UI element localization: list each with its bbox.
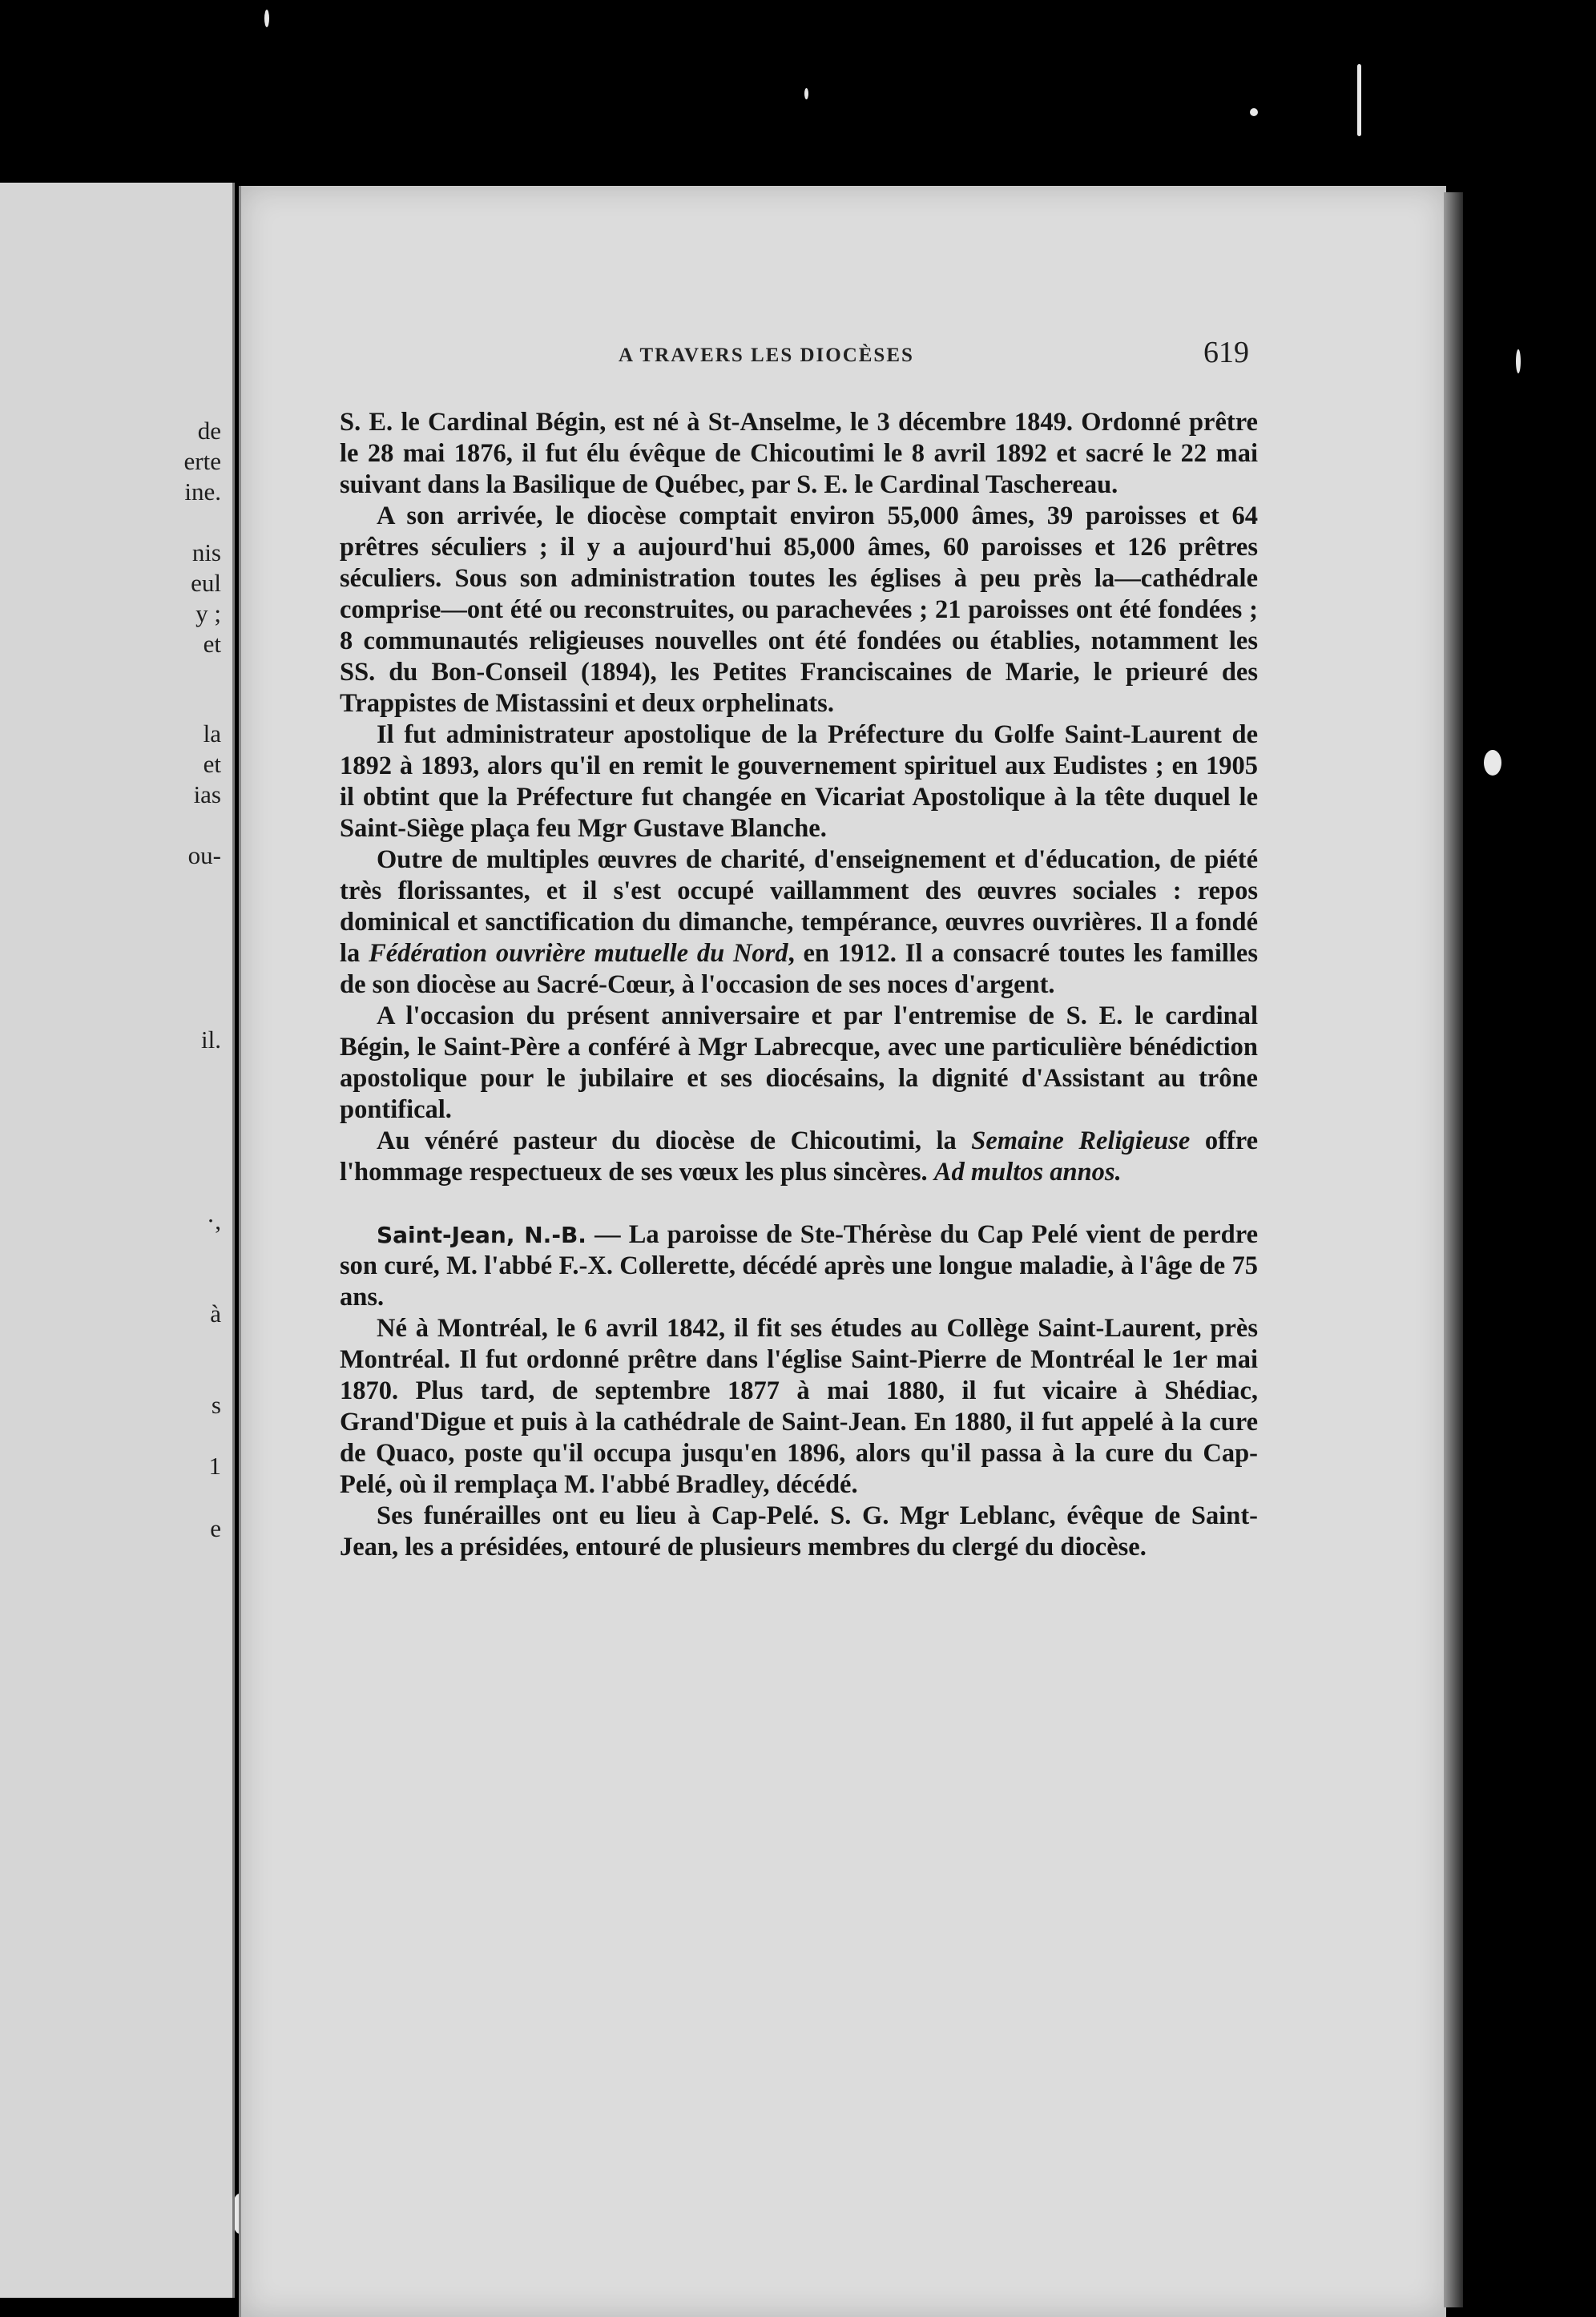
left-fragment: ou- xyxy=(187,841,221,869)
paragraph-text: Au vénéré pasteur du diocèse de Chicoutimi, la xyxy=(377,1126,972,1155)
left-fragment: et xyxy=(203,630,221,658)
page-number: 619 xyxy=(1203,336,1249,369)
left-fragment: eul xyxy=(191,569,221,597)
left-fragment: ·, xyxy=(206,1207,221,1235)
left-fragment: à xyxy=(210,1300,221,1328)
paragraph: Il fut administrateur apostolique de la Préfecture du Golfe Saint-Laurent de 1892 à 1893, alors qu'il en remit le gouvernement spirituel aux Eudistes ; en 1905 il obtint que la Préfecture fut changée en Vicariat Apostolique à la tête duquel le Saint-Siège plaça feu Mgr Gustave Blanche. xyxy=(340,720,1258,843)
scan-speck xyxy=(1516,349,1521,373)
left-fragment: 1 xyxy=(208,1452,221,1480)
paragraph-text: — La paroisse de Ste-Thérèse du Cap Pelé vient de perdre son curé, M. l'abbé F.-X. Collerette, décédé après une longue maladie, à l'âge de 75 ans. xyxy=(340,1220,1258,1312)
left-fragment: de xyxy=(197,417,221,445)
italic-title: Fédération ouvrière mutuelle du Nord xyxy=(369,939,788,968)
paragraph-text: Outre de multiples œuvres de charité, d'enseignement et d'éducation, de piété très florissantes, et il s'est occupé vaillamment des œuvres sociales : repos dominical et sanctification du dimanche, tempérance, œuvres ouvrières. Il a fondé la xyxy=(340,845,1258,968)
paragraph: Ses funérailles ont eu lieu à Cap-Pelé. S. G. Mgr Leblanc, évêque de Saint-Jean, les a présidées, entouré de plusieurs membres du clergé du diocèse. xyxy=(340,1501,1258,1561)
paragraph: A son arrivée, le diocèse comptait environ 55,000 âmes, 39 paroisses et 64 prêtres séculiers ; il y a aujourd'hui 85,000 âmes, 60 paroisses et 126 prêtres séculiers. Sous son administration toutes les églises à peu près la—cathédrale comprise—ont été ou reconstruites, ou parachevées ; 21 paroisses ont été fondées ; 8 communautés religieuses nouvelles ont été fondées ou établies, notamment les SS. du Bon-Conseil (1894), les Petites Franciscaines de Marie, le prieuré des Trappistes de Mistassini et deux orphelinats. xyxy=(340,502,1258,718)
paragraph xyxy=(340,1219,1258,1313)
page-edge-shadow xyxy=(1444,192,1463,2307)
paragraph: S. E. le Cardinal Bégin, est né à St-Anselme, le 3 décembre 1849. Ordonné prêtre le 28 mai 1876, il fut élu évêque de Chicoutimi le 8 avril 1892 et sacré le 22 mai suivant dans la Basilique de Québec, par S. E. le Cardinal Taschereau. xyxy=(340,408,1258,499)
paragraph-text: offre l'hommage respectueux de ses vœux les plus sincères. xyxy=(340,1126,1258,1187)
left-fragment: ias xyxy=(193,780,221,808)
left-fragment: la xyxy=(203,719,221,747)
italic-title: Semaine Religieuse xyxy=(971,1126,1191,1155)
paragraph-text: , en 1912. Il a consacré toutes les familles de son diocèse au Sacré-Cœur, à l'occasion de ses noces d'argent. xyxy=(340,939,1258,999)
previous-page-fragment xyxy=(0,183,235,2298)
scan-speck xyxy=(1250,108,1258,116)
left-fragment: ine. xyxy=(184,478,221,506)
scan-speck xyxy=(1357,64,1361,136)
run-in-heading: Saint-Jean, N.-B. xyxy=(377,1222,586,1248)
paragraph: Né à Montréal, le 6 avril 1842, il fit ses études au Collège Saint-Laurent, près Montréal. Il fut ordonné prêtre dans l'église Saint-Pierre de Montréal le 1er mai 1870. Plus tard, de septembre 1877 à mai 1880, il fut vicaire à Shédiac, Grand'Digue et puis à la cathédrale de Saint-Jean. En 1880, il fut appelé à la cure de Quaco, poste qu'il occupa jusqu'en 1896, alors qu'il passa à la cure du Cap-Pelé, où il remplaça M. l'abbé Bradley, décédé. xyxy=(340,1314,1258,1499)
left-fragment: erte xyxy=(183,447,221,475)
left-fragment: y ; xyxy=(195,599,221,627)
left-fragment: nis xyxy=(191,538,221,566)
italic-phrase: Ad multos annos. xyxy=(933,1158,1122,1187)
body-text xyxy=(340,407,1258,1563)
paragraph xyxy=(340,1126,1258,1188)
scan-speck xyxy=(1484,750,1501,776)
scan-speck xyxy=(804,88,808,99)
left-fragment: s xyxy=(211,1391,221,1419)
scan-speck xyxy=(264,10,269,27)
left-fragment: e xyxy=(210,1514,221,1542)
paragraph: A l'occasion du présent anniversaire et par l'entremise de S. E. le cardinal Bégin, le Saint-Père a conféré à Mgr Labrecque, avec une particulière bénédiction apostolique pour le jubilaire et ses diocésains, la dignité d'Assistant au trône pontifical. xyxy=(340,1001,1258,1124)
paragraph xyxy=(340,844,1258,1001)
left-fragment: et xyxy=(203,750,221,778)
running-head: A TRAVERS LES DIOCÈSES xyxy=(619,345,914,366)
left-fragment: il. xyxy=(201,1026,221,1054)
